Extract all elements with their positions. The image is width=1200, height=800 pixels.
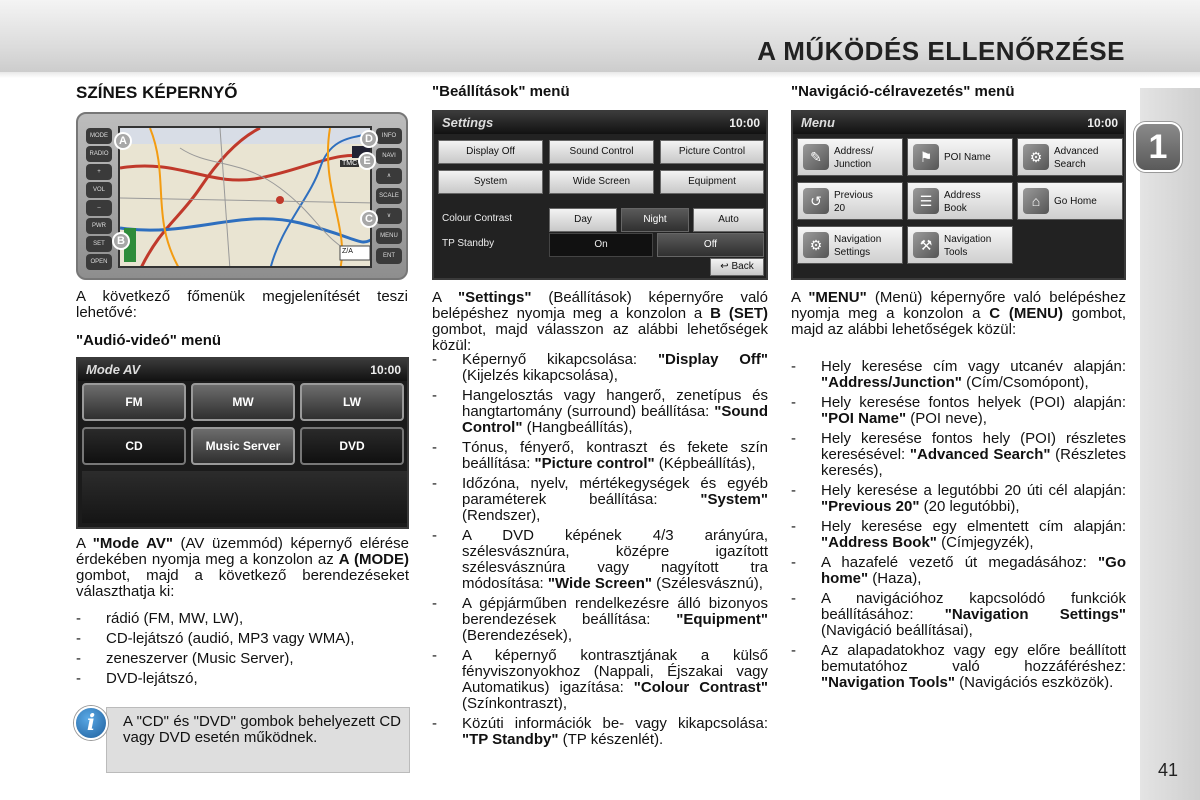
navigation-map [118,126,372,268]
list-item: - A képernyő kontrasztjának a külső fényviszonyokhoz (Nappali, Éjszakai vagy Automatikus) igazítása: "Colour Contrast" (Színkontraszt), [432,647,768,712]
back-button[interactable]: ↩ Back [710,258,764,276]
nav-menu-button-label: Address Book [944,190,981,214]
av-screen [76,357,409,529]
console-right-button[interactable]: NAVI [376,148,402,164]
list-item: - A navigációhoz kapcsolódó funkciók beállításához: "Navigation Settings" (Navigáció beállításai), [791,590,1126,639]
settings-screen [432,110,768,280]
nav-menu-button-label: Advanced Search [1054,146,1099,170]
av-button-music-server[interactable]: Music Server [191,427,295,465]
list-item: - A hazafelé vezető út megadásához: "Go home" (Haza), [791,554,1126,587]
advanced-search-icon: ⚙ [1023,144,1049,170]
info-text: A "CD" és "DVD" gombok behelyezett CD vagy DVD esetén működnek. [123,713,401,746]
callout-d: D [360,130,378,148]
navigation-tools-icon: ⚒ [913,232,939,258]
console-left-button[interactable]: RADIO [86,146,112,162]
av-device-list [76,611,409,691]
navigation-screen-header [793,112,1124,134]
av-button-dvd[interactable]: DVD [300,427,404,465]
console-left-button[interactable]: SET [86,236,112,252]
nav-menu-button-go-home[interactable] [1017,182,1123,220]
list-item: - Képernyő kikapcsolása: "Display Off" (Kijelzés kikapcsolása), [432,351,769,384]
settings-button-sound-control[interactable]: Sound Control [549,140,654,164]
nav-menu-button-address-junction[interactable] [797,138,903,176]
av-button-mw[interactable]: MW [191,383,295,421]
list-item: - rádió (FM, MW, LW), [76,610,244,627]
nav-menu-button-address-book[interactable] [907,182,1013,220]
list-item: - CD-lejátszó (audió, MP3 vagy WMA), [76,630,355,647]
console-right-button[interactable]: MENU [376,228,402,244]
nav-menu-button-label: Navigation Settings [834,234,882,258]
nav-menu-button-advanced-search[interactable] [1017,138,1123,176]
nav-menu-button-label: Go Home [1054,196,1097,207]
console-right-button[interactable]: ∨ [376,208,402,224]
nav-menu-button-navigation-settings[interactable] [797,226,903,264]
go-home-icon: ⌂ [1023,188,1049,214]
list-item: - Közúti információk be- vagy kikapcsolása: "TP Standby" (TP készenlét). [432,715,768,748]
console-left-button[interactable]: VOL [86,182,112,198]
navigation-option-list [791,359,1126,695]
av-screen-title: Mode AV [86,362,141,377]
navigation-settings-icon: ⚙ [803,232,829,258]
settings-screen-title: Settings [442,115,494,130]
side-tab [1140,88,1200,800]
nav-menu-button-poi-name[interactable] [907,138,1013,176]
list-item: - Hangelosztás vagy hangerő, zenetípus és hangtartomány (surround) beállítása: "Sound Control" (Hangbeállítás), [432,387,768,436]
page-title: A MŰKÖDÉS ELLENŐRZÉSE [757,36,1125,66]
settings-button-display-off[interactable]: Display Off [438,140,543,164]
console-left-button[interactable]: OPEN [86,254,112,270]
console-left-button[interactable]: + [86,164,112,180]
chapter-badge: 1 [1134,122,1182,172]
nav-menu-button-navigation-tools[interactable] [907,226,1013,264]
navigation-screen-title: Menu [801,115,835,130]
callout-a: A [114,132,132,150]
info-icon: i [74,706,108,740]
tp-standby-label: TP Standby [442,238,495,249]
av-button-cd[interactable]: CD [82,427,186,465]
console-image [76,112,408,280]
console-right-button[interactable]: INFO [376,128,402,144]
map-roads [120,128,372,268]
list-item: - A DVD képének 4/3 arányúra, szélesvásznúra, középre igazított szélesvásznúra vagy nagyított tra módosítása: "Wide Screen" (Szélesvásznú), [432,527,768,592]
nav-menu-button-label: Address/ Junction [834,146,874,170]
av-screen-time: 10:00 [370,363,401,377]
settings-menu-heading: "Beállítások" menü [432,83,570,100]
console-left-button[interactable]: PWR [86,218,112,234]
settings-intro: A "Settings" (Beállítások) képernyőre való belépéshez nyomja meg a konzolon a B (SET) gombot, majd válasszon az alábbi lehetőségek közül: [432,289,768,354]
list-item: - Hely keresése cím vagy utcanév alapján: "Address/Junction" (Cím/Csomópont), [791,358,1126,391]
av-paragraph: A "Mode AV" (AV üzemmód) képernyő elérése érdekében nyomja meg a konzolon az A (MODE) gombot, majd a következő berendezéseket választhatja ki: [76,535,409,600]
list-item: - Tónus, fényerő, kontraszt és fekete szín beállítása: "Picture control" (Képbeállítás), [432,439,768,472]
navigation-menu-heading: "Navigáció-célravezetés" menü [791,83,1015,100]
list-item: - Hely keresése fontos hely (POI) részletes keresésével: "Advanced Search" (Részletes keresés), [791,430,1126,479]
contrast-option-night[interactable]: Night [621,208,689,232]
address-book-icon: ☰ [913,188,939,214]
navigation-screen-time: 10:00 [1087,116,1118,130]
console-left-button[interactable]: – [86,200,112,216]
navigation-menu-screen [791,110,1126,280]
page-number: 41 [1158,760,1179,780]
address-junction-icon: ✎ [803,144,829,170]
settings-button-picture-control[interactable]: Picture Control [660,140,764,164]
console-right-button[interactable]: ENT [376,248,402,264]
section-heading-color-screen: SZÍNES KÉPERNYŐ [76,83,238,102]
av-button-fm[interactable]: FM [82,383,186,421]
list-item: - DVD-lejátszó, [76,670,198,687]
console-right-button[interactable]: ∧ [376,168,402,184]
list-item: - Az alapadatokhoz vagy egy előre beállított bemutatóhoz való hozzáféréshez: "Navigation Tools" (Navigációs eszközök). [791,642,1126,691]
map-label-tmc: TMC [342,160,358,167]
settings-button-system[interactable]: System [438,170,543,194]
list-item: - zeneszerver (Music Server), [76,650,294,667]
callout-e: E [358,152,376,170]
poi-name-icon: ⚑ [913,144,939,170]
nav-menu-button-label: Previous 20 [834,190,873,214]
av-menu-heading: "Audió-videó" menü [76,332,222,349]
nav-menu-button-label: POI Name [944,152,991,163]
settings-option-list [432,352,768,752]
callout-c: C [360,210,378,228]
contrast-option-auto[interactable]: Auto [693,208,764,232]
settings-button-equipment[interactable]: Equipment [660,170,764,194]
console-left-button[interactable]: MODE [86,128,112,144]
settings-button-wide-screen[interactable]: Wide Screen [549,170,654,194]
intro-paragraph: A következő főmenük megjelenítését teszi lehetővé: [76,288,408,321]
callout-b: B [112,232,130,250]
nav-menu-button-previous-20[interactable] [797,182,903,220]
av-screen-header [78,359,407,381]
av-button-lw[interactable]: LW [300,383,404,421]
map-label-scale: Z/A [342,248,353,255]
navigation-intro: A "MENU" (Menü) képernyőre való belépéshez nyomja meg a konzolon a C (MENU) gombot, majd az alábbi lehetőségek közül: [791,289,1126,338]
tp-standby-off[interactable]: Off [657,233,764,257]
info-box [106,707,410,773]
settings-screen-time: 10:00 [729,116,760,130]
contrast-option-day[interactable]: Day [549,208,617,232]
colour-contrast-label: Colour Contrast [442,213,513,224]
list-item: - Hely keresése egy elmentett cím alapján: "Address Book" (Címjegyzék), [791,518,1126,551]
tp-standby-on[interactable]: On [549,233,653,257]
nav-menu-button-label: Navigation Tools [944,234,992,258]
settings-screen-header [434,112,766,134]
previous-20-icon: ↺ [803,188,829,214]
list-item: - A gépjárműben rendelkezésre álló bizonyos berendezések beállítása: "Equipment" (Berendezések), [432,595,768,644]
list-item: - Hely keresése fontos helyek (POI) alapján: "POI Name" (POI neve), [791,394,1126,427]
list-item: - Időzóna, nyelv, mértékegységek és egyéb paraméterek beállítása: "System" (Rendszer), [432,475,768,524]
list-item: - Hely keresése a legutóbbi 20 úti cél alapján: "Previous 20" (20 legutóbbi), [791,482,1126,515]
av-screen-empty-area [82,471,407,523]
console-right-button[interactable]: SCALE [376,188,402,204]
